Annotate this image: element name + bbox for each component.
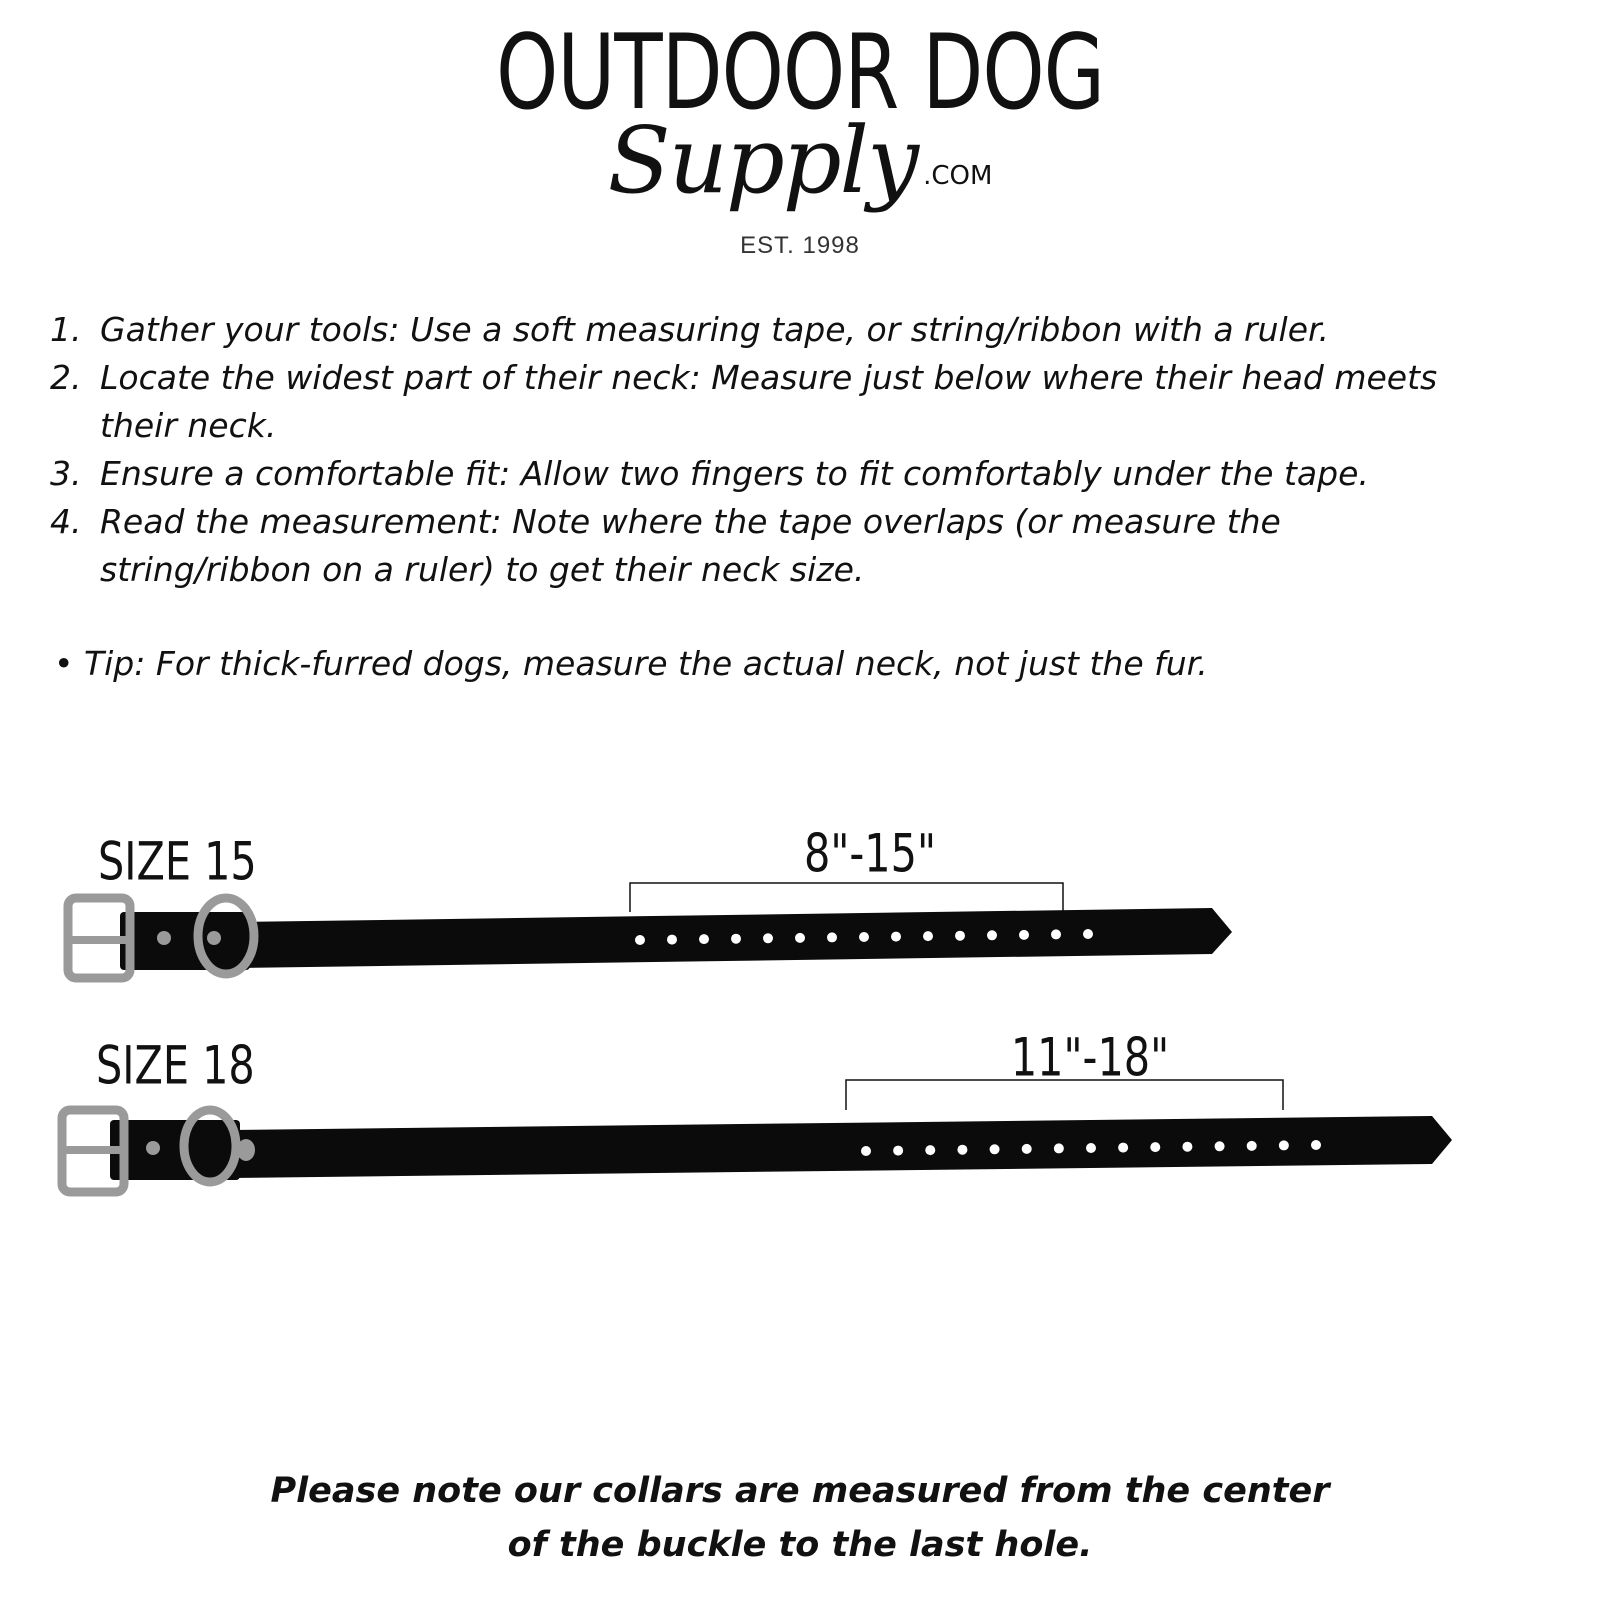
collar-hole [987,930,997,940]
collar-hole [1051,929,1061,939]
size-15-range: 8"-15" [804,822,936,885]
logo-script-text: Supply [607,107,918,214]
rivet-15 [157,931,171,945]
collar-hole [699,934,709,944]
collar-end-15 [120,912,250,970]
step-text: their neck. [100,406,277,445]
collar-hole [1086,1143,1096,1153]
collar-hole [859,932,869,942]
collar-hole [955,931,965,941]
collar-hole [1019,930,1029,940]
rivet-18 [237,1139,255,1161]
collar-hole [731,934,741,944]
collar-hole [1247,1141,1257,1151]
step-number: 4. [50,502,82,541]
size-18-label: SIZE 18 [96,1034,255,1097]
collar-hole [1083,929,1093,939]
step-number: 1. [50,310,82,349]
collar-hole [1054,1143,1064,1153]
collar-hole [957,1145,967,1155]
step-number: 2. [50,358,82,397]
collar-hole [1279,1140,1289,1150]
logo-title: OUTDOOR DOG [496,11,1104,133]
collar-hole [891,932,901,942]
collar-hole [1311,1140,1321,1150]
logo-dotcom: .COM [923,161,993,191]
step-text: Gather your tools: Use a soft measuring tape, or string/ribbon with a ruler. [100,310,1330,349]
collar-hole [923,931,933,941]
note-line-1: Please note our collars are measured from the center [270,1471,1330,1511]
collar-hole [667,935,677,945]
collar-hole [1150,1142,1160,1152]
measure-bracket-15 [630,883,1063,912]
measure-bracket-18 [846,1080,1283,1110]
collar-strap-18 [230,1116,1452,1178]
note-line-2: of the buckle to the last hole. [507,1525,1093,1565]
collar-hole [635,935,645,945]
collar-hole [861,1146,871,1156]
measurement-note [0,1464,1600,1572]
collar-hole [1182,1142,1192,1152]
step-number: 3. [50,454,82,493]
collar-hole [893,1146,903,1156]
collar-end-18 [110,1120,240,1180]
step-text: Ensure a comfortable fit: Allow two fingers to fit comfortably under the tape. [100,454,1369,493]
collar-size-15 [64,883,1232,978]
logo-established: EST. 1998 [740,232,860,259]
collar-size-18 [58,1080,1452,1192]
collar-hole [1215,1141,1225,1151]
tip-text: • Tip: For thick-furred dogs, measure the actual neck, not just the fur. [54,644,1208,683]
size-15-label: SIZE 15 [98,830,257,893]
rivet-18 [146,1141,160,1155]
collar-hole [827,932,837,942]
rivet-15 [207,931,221,945]
collar-hole [925,1145,935,1155]
step-text: Read the measurement: Note where the tape overlaps (or measure the [100,502,1281,541]
step-text: Locate the widest part of their neck: Measure just below where their head meets [100,358,1438,397]
collar-hole [1022,1144,1032,1154]
collar-hole [990,1144,1000,1154]
collar-hole [1118,1143,1128,1153]
collar-hole [795,933,805,943]
step-text: string/ribbon on a ruler) to get their neck size. [100,550,865,589]
size-18-range: 11"-18" [1010,1026,1170,1089]
collar-hole [763,933,773,943]
